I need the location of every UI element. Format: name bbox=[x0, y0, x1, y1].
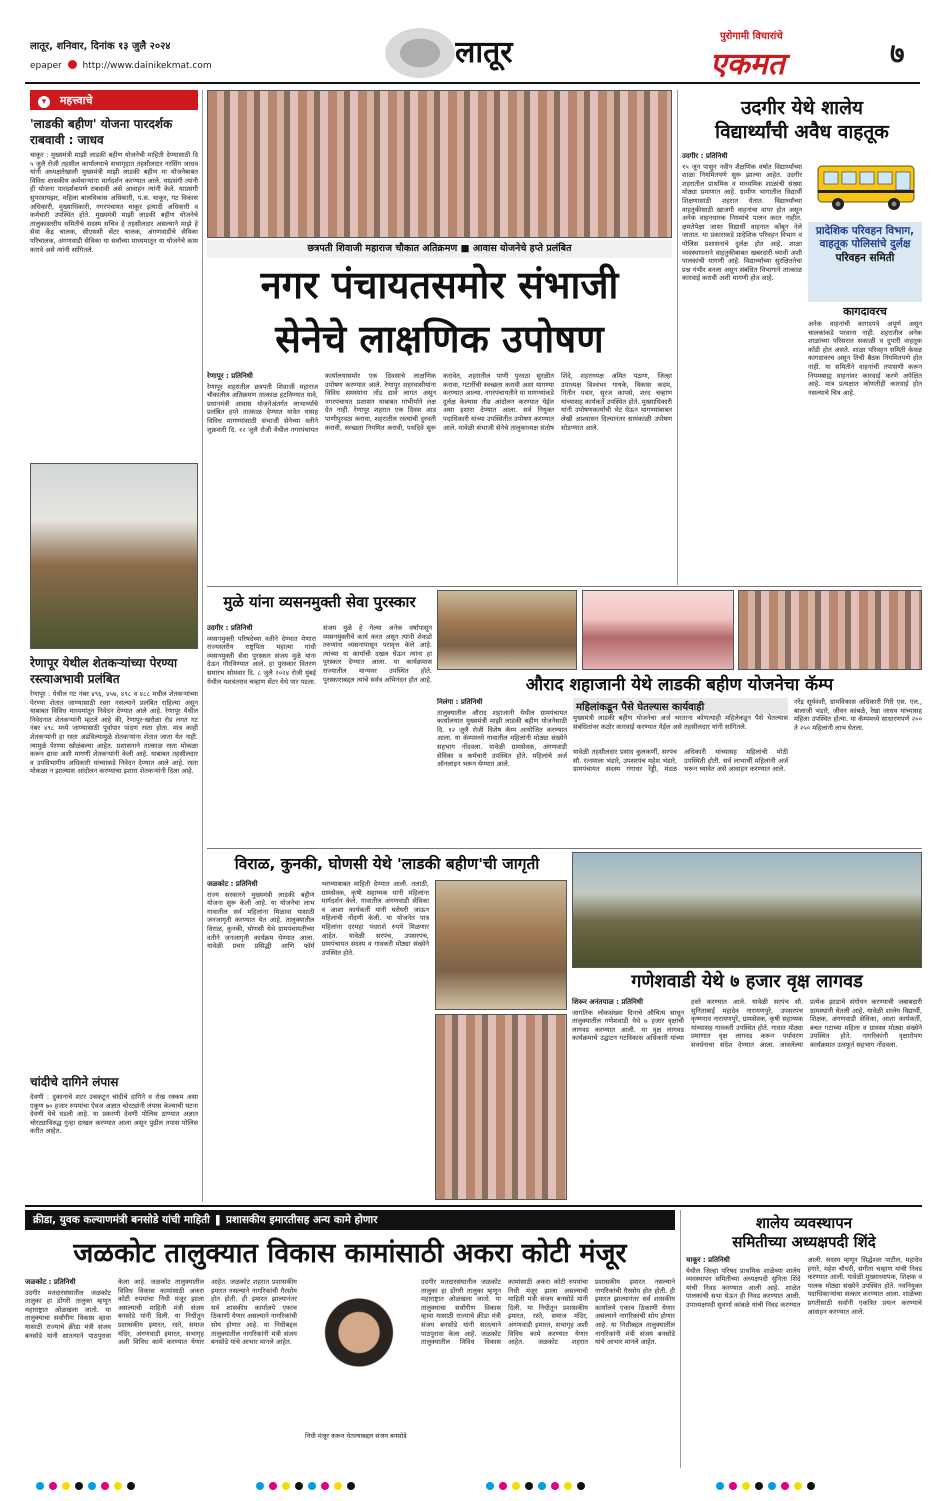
udgir-box-sub2: कागदावरच bbox=[843, 305, 887, 318]
jalkot-body-text: उदगीर मतदारसंघातील जळकोट तालुका हा डोंगरी तालुका म्हणून महाराष्ट्रात ओळखला जातो. या तालुक्याचा सर्वांगीण विकास व्हावा यासाठी राज्याचे क्रीडा मंत्री संजय बनसोडे यांनी सातत्याने पाठपुरावा केला आहे. जळकोट तालुक्यातील विविध विकास कामांसाठी अकरा कोटी रुपयांचा निधी मंजूर झाला असल्याची माहिती मंत्री संजय बनसोडे यांनी दिली. या निधीतून प्रशासकीय इमारत, रस्ते, समाज मंदिर, अंगणवाडी इमारत, सभागृह अशी विविध कामे करण्यात येणार आहेत. जळकोट शहरात प्रशासकीय इमारत नसल्याने नागरिकांची गैरसोय होत होती. ही इमारत झाल्यानंतर सर्व शासकीय कार्यालये एकाच ठिकाणी येणार असल्याने नागरिकांची सोय होणार आहे. या निधीबद्दल तालुक्यातील नागरिकांनी मंत्री संजय बनसोडे यांचे आभार मानले आहेत. bbox=[25, 1278, 297, 1347]
globe-icon bbox=[68, 60, 77, 69]
registration-dot bbox=[114, 1482, 122, 1490]
udgir-headline-1: उदगीर येथे शालेय bbox=[740, 97, 864, 119]
registration-dot bbox=[538, 1482, 546, 1490]
chevron-down-icon: ▾ bbox=[38, 96, 50, 108]
ganesh-body-text: जागतिक लोकसंख्या दिनाचे औचित्य साधून तालुक्यातील गणेशवाडी येथे ७ हजार वृक्षांची लागवड करण्यात आली. या वृक्ष लागवड कार्यक्रमाचे उद्घाटन गटविकास अधिकारी यांच्या हस्ते करण्यात आले. यावेळी सरपंच सौ. सुनिताबाई महादेव नारायणपुरे, उपसरपंच कृष्णराव नारायणपुरे, ग्रामसेवक, कृषी सहाय्यक यांच्यासह गावकरी उपस्थित होते. गावात मोठ्या प्रमाणात वृक्ष लागवड करून पर्यावरण संवर्धनाचा संदेश देण्यात आला. लावलेल्या प्रत्येक झाडाचे संगोपन करण्याची जबाबदारी ग्रामस्थांनी घेतली आहे. यावेळी शालेय विद्यार्थी, शिक्षक, अंगणवाडी सेविका, आशा कार्यकर्ती, बचत गटाच्या महिला व ग्रामस्थ मोठ्या संख्येने उपस्थित होते. नागरिकांनी वृक्षारोपण कार्यक्रमात उत्स्फूर्त सहभाग नोंदवला. bbox=[572, 998, 922, 1049]
registration-dot bbox=[127, 1482, 135, 1490]
viral-headline: विराळ, कुनकी, घोणसी येथे 'लाडकी बहीण'ची जागृती bbox=[234, 855, 540, 873]
aurad-story bbox=[437, 672, 922, 846]
story2-body: रेणापूर : येथील गट नंबर ४९६, ४५७, ४९८ व ४८८ मधील शेतकऱ्यांच्या पेरण्या शेतात जाण्यासाठी रस्ता नसल्याने प्रलंबित राहिल्या असून याबाबत विविध माध्यमांतून निवेदन देण्यात आले आहे. रेणापूर येथील निवेदनात शेतकऱ्यांनी म्हटले आहे की, रेणापूर-खरोळा रोड लगत गट नंबर ४९८ मध्ये जाण्यासाठी पूर्वापार पांदण रस्ता होता. मात्र काही शेतकऱ्यांनी हा रस्ता अडविल्यामुळे शेतकऱ्यांना शेतात जाता येत नाही. त्यामुळे पेरण्या खोळंबल्या आहेत. प्रशासनाने तात्काळ रस्ता मोकळा करून द्यावा अशी मागणी शेतकऱ्यांनी केली आहे. याबाबत तहसीलदार व उपविभागीय अधिकारी यांच्याकडे निवेदन देण्यात आले आहे. रस्ता मोकळा न झाल्यास आंदोलन करण्याचा इशारा शेतकऱ्यांनी दिला आहे. bbox=[30, 690, 198, 776]
registration-dot bbox=[716, 1482, 724, 1490]
bottom-divider bbox=[25, 1205, 922, 1207]
udgir-story bbox=[682, 90, 922, 584]
minister-photo bbox=[305, 1280, 413, 1430]
registration-dot bbox=[807, 1482, 815, 1490]
registration-dot bbox=[269, 1482, 277, 1490]
jalkot-photo-caption: निधी मंजूर करून घेतल्याबद्दल संजय बनसोडे bbox=[305, 1432, 407, 1440]
registration-dot bbox=[36, 1482, 44, 1490]
paper-tagline: पुरोगामी विचारांचे bbox=[720, 31, 783, 42]
mule-body bbox=[207, 624, 432, 842]
registration-dot bbox=[295, 1482, 303, 1490]
udgir-body-text: १५ जून पासून नवीन शैक्षणिक वर्षात विद्यार्थ्यांच्या शाळा नियमितपणे सुरू झाल्या आहेत. उदगीर शहरातील प्राथमिक व माध्यमिक शाळांची संख्या मोठ्या प्रमाणात आहे. ग्रामीण भागातील विद्यार्थी शिक्षणासाठी शहरात येतात. विद्यार्थ्यांच्या वाहतुकीसाठी खाजगी वाहनांचा वापर होत असून अनेक वाहनधारक नियमांचे पालन करत नाहीत. क्षमतेपेक्षा जास्त विद्यार्थी वाहनात कोंबून नेले जातात. या प्रकाराकडे प्रादेशिक परिवहन विभाग व पोलिस प्रशासनाचे दुर्लक्ष होत आहे. शाळा व्यवस्थापनाने वाहतुकीबाबत खबरदारी घ्यावी अशी पालकांची मागणी आहे. विद्यार्थ्यांच्या सुरक्षिततेचा प्रश्न गंभीर बनला असून संबंधित विभागाने तात्काळ कारवाई करावी अशी मागणी होत आहे. bbox=[682, 162, 802, 283]
aurad-photo-2 bbox=[738, 590, 922, 670]
shinde-body-text: येथील जिल्हा परिषद प्राथमिक शाळेच्या शालेय व्यवस्थापन समितीच्या अध्यक्षपदी सुनिता शिंदे यांची निवड करण्यात आली आहे. शाळेत पालकांची सभा घेऊन ही निवड करण्यात आली. उपाध्यक्षपदी सुवर्णा कांबळे यांची निवड करण्यात आली. सदस्य म्हणून सिद्धेश्वर पाटील, महादेव हगारे, महेश चौधरी, संगीता चव्हाण यांची निवड करण्यात आली. यावेळी मुख्याध्यापक, शिक्षक व पालक मोठ्या संख्येने उपस्थित होते. नवनियुक्त पदाधिकाऱ्यांचा सत्कार करण्यात आला. शाळेच्या प्रगतीसाठी सर्वांनी एकत्रित प्रयत्न करण्याचे आवाहन करण्यात आले. bbox=[686, 1256, 922, 1316]
city-title: लातूर bbox=[455, 35, 513, 70]
registration-dot bbox=[256, 1482, 264, 1490]
mule-byline: उदगीर : प्रतिनिधी bbox=[207, 624, 253, 632]
shinde-byline: चाकूर : प्रतिनिधी bbox=[686, 1256, 730, 1264]
udgir-body-col1 bbox=[682, 152, 802, 582]
epaper-row bbox=[30, 60, 350, 74]
registration-dot bbox=[577, 1482, 585, 1490]
udgir-byline: उदगीर : प्रतिनिधी bbox=[682, 152, 728, 160]
jalkot-byline: जळकोट : प्रतिनिधी bbox=[25, 1278, 76, 1286]
shinde-headline-1: शालेय व्यवस्थापन bbox=[755, 1214, 853, 1232]
story1-title: 'लाडकी बहीण' योजना पारदर्शक राबवावी : जाधव bbox=[30, 117, 173, 147]
section-label: महत्त्वाचे bbox=[59, 94, 93, 107]
registration-dot bbox=[88, 1482, 96, 1490]
epaper-url[interactable]: http://www.dainikekmat.com bbox=[82, 61, 212, 71]
jalkot-kicker: क्रीडा, युवक कल्याणमंत्री बनसोडे यांची माहिती ❚ प्रशासकीय इमारतीसह अन्य कामे होणार bbox=[25, 1210, 675, 1230]
aurad-body2: यावेळी तहसीलदार प्रसाद कुलकर्णी, सरपंच सौ. रत्नमाला भंडारे, उपसरपंच महेश भंडारे, ग्रामपंचायत सदस्य गंगाधर रेड्डी, मंडळ अधिकारी यांच्यासह महिलांची मोठी उपस्थिती होती. सर्व लाभार्थी महिलांनी अर्ज भरून घ्यावेत असे आवाहन करण्यात आले. bbox=[573, 748, 788, 774]
lead-headline-2: सेनेचे लाक्षणिक उपोषण bbox=[275, 317, 604, 361]
registration-dot bbox=[486, 1482, 494, 1490]
lead-udgir-divider bbox=[677, 90, 678, 585]
registration-dot bbox=[347, 1482, 355, 1490]
jalkot-body-left bbox=[25, 1278, 297, 1468]
registration-dot bbox=[282, 1482, 290, 1490]
aurad-byline: निलंगा : प्रतिनिधी bbox=[437, 698, 483, 706]
ganesh-photo bbox=[572, 852, 922, 968]
aurad-subbody: मुख्यमंत्री लाडकी बहीण योजनेचा अर्ज भरताना कोणत्याही महिलेकडून पैसे घेतल्यास संबंधितांवर कठोर कारवाई करण्यात येईल असे तहसीलदार यांनी सांगितले. bbox=[573, 714, 788, 731]
mule-story bbox=[207, 590, 432, 845]
mid-divider-2 bbox=[207, 848, 922, 849]
udgir-box-sub1: परिवहन समिती bbox=[835, 252, 895, 264]
story3-body: देवणी : दुकानाचे शटर उचकटून चांदीचे दागिने व रोख रक्कम असा एकूण ७० हजार रुपयांचा ऐवज अज्ञात चोरट्यांनी लंपास केल्याची घटना देवणी येथे घडली आहे. या प्रकरणी देवणी पोलिस ठाण्यात अज्ञात चोरट्याविरुद्ध गुन्हा दाखल करण्यात आला असून पुढील तपास पोलिस करीत आहेत. bbox=[30, 1093, 198, 1136]
viral-body-text: राज्य सरकारने मुख्यमंत्री लाडकी बहीण योजना सुरू केली आहे. या योजनेचा लाभ गावातील सर्व महिलांना मिळावा यासाठी जनजागृती करण्यात येत आहे. तालुक्यातील विराळ, कुनकी, घोणसी येथे ग्रामपंचायतीच्या वतीने जनजागृती कार्यक्रम घेण्यात आला. यावेळी प्रचार प्रसिद्धी आणि फॉर्म भरण्याबाबत माहिती देण्यात आली. तलाठी, ग्रामसेवक, कृषी सहाय्यक यांनी महिलांना मार्गदर्शन केले. गावातील अंगणवाडी सेविका व आशा कार्यकर्ती यांनी घरोघरी जाऊन महिलांची नोंदणी केली. या योजनेत पात्र महिलांना दरमहा पंधराशे रुपये मिळणार आहेत. यावेळी सरपंच, उपसरपंच, ग्रामपंचायत सदस्य व गावकरी मोठ्या संख्येने उपस्थित होते. bbox=[207, 880, 429, 957]
registration-dot bbox=[75, 1482, 83, 1490]
udgir-box-title: प्रादेशिक परिवहन विभाग, वाहतूक पोलिसांचे दुर्लक्ष bbox=[815, 225, 915, 250]
masthead-rule bbox=[25, 82, 920, 84]
paper-name: एकमत bbox=[710, 47, 785, 78]
registration-dot bbox=[499, 1482, 507, 1490]
ganesh-story bbox=[572, 852, 922, 1202]
viral-photo-2 bbox=[435, 1014, 567, 1200]
cattle-photo bbox=[30, 463, 198, 649]
mule-body-text: व्यसनमुक्ती परिषदेच्या वतीने देण्यात येणारा राज्यस्तरीय राष्ट्रपिता महात्मा गांधी व्यसनमुक्ती सेवा पुरस्कार संजय मुळे यांना देऊन गौरविण्यात आले. हा पुरस्कार वितरण समारंभ सोमवार दि. ८ जुलै २०२४ रोजी मुंबई येथील यशवंतराव चव्हाण सेंटर येथे पार पडला. संजय मुळे हे गेल्या अनेक वर्षांपासून व्यसनमुक्तीचे कार्य करत असून त्यांनी शेकडो तरुणांना व्यसनापासून परावृत्त केले आहे. त्यांच्या या कार्याची दखल घेऊन त्यांना हा पुरस्कार देण्यात आला. या कार्यक्रमास राज्यातील मान्यवर उपस्थित होते. पुरस्काराबद्दल त्यांचे सर्वत्र अभिनंदन होत आहे. bbox=[207, 624, 432, 686]
registration-dot bbox=[768, 1482, 776, 1490]
ganesh-headline: गणेशवाडी येथे ७ हजार वृक्ष लागवड bbox=[631, 971, 863, 992]
district-map-icon bbox=[385, 28, 455, 78]
mule-headline: मुळे यांना व्यसनमुक्ती सेवा पुरस्कार bbox=[223, 593, 416, 611]
registration-dot bbox=[755, 1482, 763, 1490]
aurad-photo-1 bbox=[582, 590, 734, 670]
jalkot-headline: जळकोट तालुक्यात विकास कामांसाठी अकरा कोटी मंजूर bbox=[73, 1238, 627, 1269]
viral-byline: जळकोट : प्रतिनिधी bbox=[207, 880, 258, 888]
registration-dot bbox=[742, 1482, 750, 1490]
viral-story bbox=[207, 852, 567, 1202]
masthead bbox=[0, 0, 945, 92]
jalkot-body-right: उदगीर मतदारसंघातील जळकोट तालुका हा डोंगरी तालुका म्हणून महाराष्ट्रात ओळखला जातो. या तालुक्याचा सर्वांगीण विकास व्हावा यासाठी राज्याचे क्रीडा मंत्री संजय बनसोडे यांनी सातत्याने पाठपुरावा केला आहे. जळकोट तालुक्यातील विविध विकास कामांसाठी अकरा कोटी रुपयांचा निधी मंजूर झाला असल्याची माहिती मंत्री संजय बनसोडे यांनी दिली. या निधीतून प्रशासकीय इमारत, रस्ते, समाज मंदिर, अंगणवाडी इमारत, सभागृह अशी विविध कामे करण्यात येणार आहेत. जळकोट शहरात प्रशासकीय इमारत नसल्याने नागरिकांची गैरसोय होत होती. ही इमारत झाल्यानंतर सर्व शासकीय कार्यालये एकाच ठिकाणी येणार असल्याने नागरिकांची सोय होणार आहे. या निधीबद्दल तालुक्यातील नागरिकांनी मंत्री संजय बनसोडे यांचे आभार मानले आहेत. bbox=[421, 1278, 675, 1347]
viral-photo-1 bbox=[435, 880, 567, 1010]
ganesh-body bbox=[572, 998, 922, 1200]
aurad-subhead: महिलांकडून पैसे घेतल्यास कार्यवाही bbox=[573, 698, 788, 714]
date-line: लातूर, शनिवार, दिनांक १३ जुलै २०२४ bbox=[30, 41, 171, 52]
lead-headline-1: नगर पंचायतसमोर संभाजी bbox=[260, 263, 619, 307]
lead-byline: रेणापूर : प्रतिनिधी bbox=[207, 372, 253, 380]
aurad-body3: नरेंद्र सूर्यवंशी, ग्रामविकास अधिकारी गिरी एस. एल., बालाजी भंडारे, जीवन कांबळे, रेखा जाधव यांच्यासह महिला उपस्थित होत्या. या कॅम्पमध्ये साधारणपणे २०० ते २५० महिलांनी लाभ घेतला. bbox=[794, 698, 922, 732]
shinde-headline-2: समितीच्या अध्यक्षपदी शिंदे bbox=[732, 1233, 876, 1251]
paper-logo bbox=[690, 28, 870, 78]
registration-dot bbox=[551, 1482, 559, 1490]
sidebar-divider bbox=[202, 90, 203, 1202]
registration-dot bbox=[794, 1482, 802, 1490]
lead-kicker: छत्रपती शिवाजी महाराज चौकात अतिक्रमण ■ आवास योजनेचे हप्ते प्रलंबित bbox=[207, 240, 672, 258]
section-label-bar bbox=[30, 90, 198, 110]
aurad-body-text: तालुक्यातील औराद शहाजानी येथील ग्रामपंचायत कार्यालयात मुख्यमंत्री माझी लाडकी बहीण योजनेसाठी दि. १२ जुलै रोजी विशेष कॅम्प आयोजित करण्यात आला. या कॅम्पमध्ये गावातील महिलांनी मोठ्या संख्येने सहभाग नोंदवला. यावेळी ग्रामसेवक, अंगणवाडी सेविका व कर्मचारी उपस्थित होते. महिलांचे अर्ज ऑनलाइन भरून घेण्यात आले. bbox=[437, 708, 567, 769]
lead-body-text: रेणापूर शहरातील छत्रपती शिवाजी महाराज चौकातील अतिक्रमण तात्काळ हटविण्यात यावे, प्रधानमंत्री आवास योजनेअंतर्गत लाभार्थ्यांचे प्रलंबित हप्ते तात्काळ देण्यात यावेत यासह विविध मागण्यांसाठी संभाजी सेनेच्या वतीने शुक्रवारी दि. १२ जुलै रोजी येथील नगरपंचायत कार्यालयासमोर एक दिवसाचे लाक्षणिक उपोषण करण्यात आले. रेणापूर शहरवासीयांना विविध समस्यांना तोंड द्यावे लागत असून नगरपंचायत प्रशासन याबाबत गांभीर्याने लक्ष देत नाही. रेणापूर शहरात एक दिवस आड पाणीपुरवठा करावा, शहरातील रस्त्यांची दुरुस्ती करावी, स्वच्छता नियमित करावी, पथदिवे सुरू करावेत, शहरातील पाणी पुरवठा सुरळीत करावा, गटारींची स्वच्छता करावी अशा मागण्या करण्यात आल्या. नगरपंचायतीने या मागण्यांकडे दुर्लक्ष केल्यास तीव्र आंदोलन करण्यात येईल असा इशारा देण्यात आला. सर्व नियुक्त पदाधिकारी यांच्या उपस्थितीत उपोषण करण्यात आले. यावेळी संभाजी सेनेचे तालुकाध्यक्ष संतोष शिंदे, शहराध्यक्ष अमित पठाण, जिल्हा उपाध्यक्ष विश्वंभर गायके, विकास कदम, नितीन पवार, सुरज कापसे, शरद चव्हाण यांच्यासह कार्यकर्ते उपस्थित होते. मुख्याधिकारी यांनी उपोषणकर्त्यांची भेट घेऊन मागण्यांबाबत लेखी आश्वासन दिल्यानंतर सायंकाळी उपोषण सोडण्यात आले. bbox=[207, 372, 672, 434]
lead-body bbox=[207, 372, 672, 578]
lead-photo bbox=[207, 90, 672, 238]
registration-dot bbox=[525, 1482, 533, 1490]
registration-dot bbox=[49, 1482, 57, 1490]
school-bus-icon bbox=[814, 158, 920, 216]
viral-body bbox=[207, 880, 429, 1200]
aurad-body bbox=[437, 698, 567, 844]
shinde-body bbox=[686, 1256, 922, 1468]
registration-dot bbox=[512, 1482, 520, 1490]
story3-title: चांदीचे दागिने लंपास bbox=[30, 1075, 119, 1089]
epaper-label: epaper bbox=[30, 61, 62, 71]
registration-dot bbox=[101, 1482, 109, 1490]
mule-photo bbox=[437, 590, 577, 670]
registration-dot bbox=[564, 1482, 572, 1490]
registration-marks bbox=[20, 1478, 925, 1494]
registration-dot bbox=[62, 1482, 70, 1490]
story1-body: चाकूर : मुख्यमंत्री माझी लाडकी बहीण योजनेची माहिती देण्यासाठी दि ५ जुलै रोजी तहसील कार्यालयाचे सभागृहात तहसीलदार नरसिंग जाधव यांनी अध्यक्षतेखाली मुख्यमंत्री माझी लाडकी बहीण या योजनेबाबत विविध शासकीय कर्मचाऱ्यांना मार्गदर्शन करण्यात आले. याप्रसंगी त्यांनी ही योजना पारदर्शकपणे राबवावी असे आवाहन त्यांनी केले. याप्रसंगी सुपरवायझर, महिला बालविकास अधिकारी, पं.स. चाकूर, गट विकास अधिकारी, मुख्याधिकारी, नगरपंचायत चाकूर इत्यादी अधिकारी व कर्मचारी उपस्थित होते. मुख्यमंत्री माझी लाडकी बहीण योजनेचे तालुकास्तरीय समितीचे सदस्य सचिव हे तहसीलदार असल्याने माझे हे सेवा केंद्र चालक, सीएससी सेंटर चालक, अंगणवाडीचे सेविका परिचालक, अंगणवाडी सेविका या सर्वांच्या माध्यमातून या योजनेचे काम करावे असे त्यांनी सांगितले. bbox=[30, 151, 198, 254]
registration-dots bbox=[20, 1478, 925, 1494]
page-number: ७ bbox=[890, 37, 905, 70]
aurad-headline: औराद शहाजानी येथे लाडकी बहीण योजनेचा कॅम्प bbox=[525, 675, 834, 695]
jalkot-shinde-divider bbox=[680, 1210, 681, 1468]
udgir-body2: अनेक वाहनांची कागदपत्रे अपूर्ण असून चालकांकडे परवाना नाही. शहरातील अनेक शाळांच्या परिसरात सकाळी व दुपारी वाहतूक कोंडी होत असते. शाळा परिवहन समिती केवळ कागदावरच असून तिची बैठक नियमितपणे होत नाही. या समितीने वाहनांची तपासणी करून नियमबाह्य वाहनांवर कारवाई करणे अपेक्षित आहे. मात्र प्रत्यक्षात कोणतीही कारवाई होत नसल्याचे चित्र आहे. bbox=[808, 320, 922, 397]
lead-story bbox=[207, 90, 672, 584]
sidebar bbox=[30, 90, 198, 1200]
story2-title: रेणापूर येथील शेतकऱ्यांच्या पेरण्या रस्त्याअभावी प्रलंबित bbox=[30, 656, 178, 686]
registration-dot bbox=[321, 1482, 329, 1490]
mid-divider-1 bbox=[207, 586, 922, 587]
udgir-box bbox=[808, 222, 922, 302]
shinde-story bbox=[686, 1210, 922, 1470]
registration-dot bbox=[308, 1482, 316, 1490]
ganesh-byline: शिरूर अनंतपाळ : प्रतिनिधी bbox=[572, 998, 643, 1006]
registration-dot bbox=[334, 1482, 342, 1490]
jalkot-story bbox=[25, 1208, 675, 1470]
registration-dot bbox=[781, 1482, 789, 1490]
udgir-headline-2: विद्यार्थ्यांची अवैध वाहतूक bbox=[715, 121, 889, 143]
registration-dot bbox=[729, 1482, 737, 1490]
